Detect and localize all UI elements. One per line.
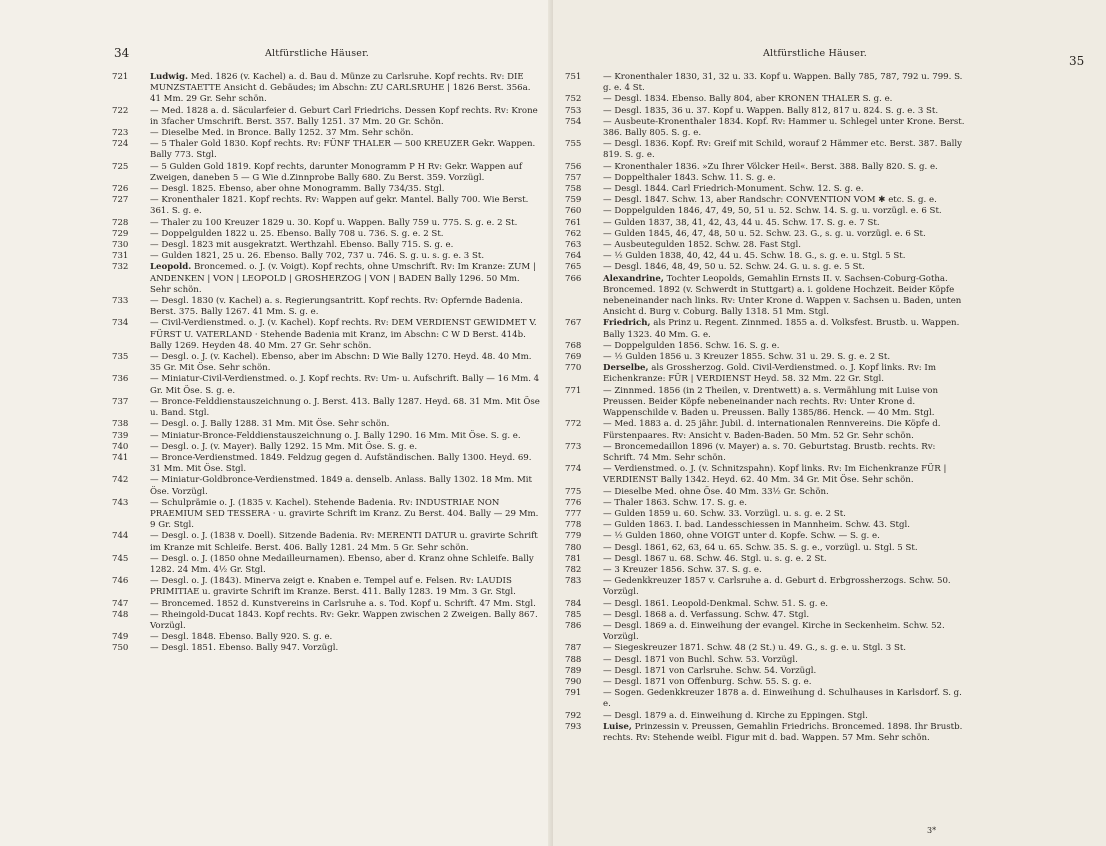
entry-text: — Broncemed. 1852 d. Kunstvereins in Carlsruhe a. s. Tod. Kopf u. Schrift. 47 Mm. Stgl. [150, 598, 536, 609]
entry-text: — Desgl. o. J. Bally 1288. 31 Mm. Mit Öse. Sehr schön. [150, 419, 390, 430]
entry-number: 791 [565, 688, 582, 699]
entry-text: — Gulden 1863. I. bad. Landesschiessen in Mannheim. Schw. 43. Stgl. [603, 520, 910, 531]
entry-number: 788 [565, 654, 582, 665]
entry-number: 780 [565, 542, 582, 553]
catalog-entry [565, 162, 965, 173]
entry-text: — Gulden 1845, 46, 47, 48, 50 u. 52. Schw. 23. G., s. g. u. vorzügl. e. 6 St. [603, 228, 926, 239]
catalog-entry [112, 139, 542, 161]
entry-text: — Desgl. 1834. Ebenso. Bally 804, aber KRONEN THALER S. g. e. [603, 94, 893, 105]
entry-text: — Doppelgulden 1822 u. 25. Ebenso. Bally 708 u. 736. S. g. e. 2 St. [150, 228, 444, 239]
entry-text: — Desgl. 1835, 36 u. 37. Kopf u. Wappen. Bally 812, 817 u. 824. S. g. e. 3 St. [603, 105, 939, 116]
entry-number: 772 [565, 419, 582, 430]
entry-number: 727 [112, 195, 129, 206]
catalog-entry [112, 352, 542, 374]
entry-number: 760 [565, 206, 582, 217]
catalog-entry [112, 162, 542, 184]
entry-number: 761 [565, 217, 582, 228]
entry-number: 765 [565, 262, 582, 273]
entry-text: — Desgl. 1861. Leopold-Denkmal. Schw. 51. S. g. e. [603, 598, 829, 609]
signature-mark: 3* [927, 826, 937, 835]
entry-text: — Dieselbe Med. in Bronce. Bally 1252. 37 Mm. Sehr schön. [150, 128, 414, 139]
entry-number: 771 [565, 385, 582, 396]
catalog-entry [565, 184, 965, 195]
entry-number: 782 [565, 564, 582, 575]
entry-number: 773 [565, 441, 582, 452]
entry-number: 776 [565, 497, 582, 508]
catalog-entry [112, 431, 542, 442]
catalog-entry [565, 487, 965, 498]
entry-number: 729 [112, 228, 129, 239]
entry-number: 733 [112, 296, 129, 307]
entry-number: 752 [565, 94, 582, 105]
catalog-entry [565, 139, 965, 161]
catalog-entry [565, 72, 965, 94]
entry-number: 721 [112, 72, 129, 82]
entry-heading: Alexandrine, [603, 273, 664, 284]
catalog-entry [565, 722, 965, 744]
entry-number: 723 [112, 128, 129, 139]
catalog-entry [565, 621, 965, 643]
catalog-entry [112, 554, 542, 576]
entry-text: — Desgl. 1847. Schw. 13, aber Randschr: CONVENTION VOM ✱ etc. S. g. e. [603, 195, 937, 206]
entry-text: Prinzessin v. Preussen, Gemahlin Friedrichs. Broncemed. 1898. Ihr Brustb. rechts. Rv: Stehende weibl. Figur mit d. bad. Wappen. 57 Mm. Sehr schön. [603, 721, 963, 743]
left-page-number: 34 [114, 46, 130, 60]
entry-text: — Doppelthaler 1843. Schw. 11. S. g. e. [603, 172, 776, 183]
catalog-entry [112, 599, 542, 610]
entry-text: — Desgl. 1846, 48, 49, 50 u. 52. Schw. 24. G. u. s. g. e. 5 St. [603, 262, 865, 273]
catalog-entry [565, 229, 965, 240]
catalog-entry [112, 498, 542, 532]
entry-text: — Desgl. 1867 u. 68. Schw. 46. Stgl. u. s. g. e. 2 St. [603, 553, 827, 564]
entry-number: 746 [112, 576, 129, 587]
catalog-entry [565, 251, 965, 262]
entry-number: 751 [565, 72, 582, 82]
entry-number: 793 [565, 721, 582, 732]
entry-heading: Luise, [603, 721, 632, 732]
entry-text: — Civil-Verdienstmed. o. J. (v. Kachel). Kopf rechts. Rv: DEM VERDIENST GEWIDMET V. FÜRST U. VATERLAND · Stehende Badenia mit Kranz, im Abschn: C W D Berst. 414b. Bally 1269. Heyden 48. 40 Mm. 27 Gr. Sehr schön. [150, 318, 537, 351]
entry-text: — Gulden 1859 u. 60. Schw. 33. Vorzügl. u. s. g. e. 2 St. [603, 508, 846, 519]
entry-text: — ½ Gulden 1838, 40, 42, 44 u. 45. Schw. 18. G., s. g. e. u. Stgl. 5 St. [603, 251, 906, 262]
catalog-entry [112, 296, 542, 318]
entry-number: 742 [112, 475, 129, 486]
entry-number: 777 [565, 508, 582, 519]
entry-text: — Desgl. o. J. (1850 ohne Medailleurnamen). Ebenso, aber d. Kranz ohne Schleife. Bally 1282. 24 Mm. 4½ Gr. Stgl. [150, 553, 534, 575]
catalog-entry [565, 554, 965, 565]
entry-number: 787 [565, 643, 582, 654]
entry-heading: Ludwig. [150, 72, 188, 82]
catalog-entry [565, 677, 965, 688]
entry-number: 730 [112, 240, 129, 251]
catalog-entry [112, 251, 542, 262]
entry-text: — 5 Thaler Gold 1830. Kopf rechts. Rv: FÜNF THALER — 500 KREUZER Gekr. Wappen. Bally 773. Stgl. [150, 139, 536, 161]
entry-number: 743 [112, 497, 129, 508]
entry-number: 740 [112, 441, 129, 452]
catalog-entry [112, 262, 542, 296]
catalog-entry [565, 520, 965, 531]
entry-text: — Sogen. Gedenkkreuzer 1878 a. d. Einweihung d. Schulhauses in Karlsdorf. S. g. e. [603, 688, 962, 710]
catalog-entry [112, 184, 542, 195]
entry-text: — Desgl. 1871 von Buchl. Schw. 53. Vorzügl. [603, 654, 798, 665]
catalog-entry [112, 374, 542, 396]
entry-heading: Leopold. [150, 262, 192, 273]
entry-number: 736 [112, 374, 129, 385]
entry-text: — Bronce-Felddienstauszeichnung o. J. Berst. 413. Bally 1287. Heyd. 68. 31 Mm. Mit Öse u. Band. Stgl. [150, 396, 540, 419]
entry-number: 758 [565, 184, 582, 195]
entry-text: — Doppelgulden 1856. Schw. 16. S. g. e. [603, 340, 780, 351]
entry-number: 764 [565, 251, 582, 262]
catalog-entry [565, 352, 965, 363]
entry-text: — Desgl. 1879 a. d. Einweihung d. Kirche zu Eppingen. Stgl. [603, 710, 868, 721]
entry-number: 741 [112, 452, 129, 463]
entry-number: 759 [565, 195, 582, 206]
entry-text: — Schulprämie o. J. (1835 v. Kachel). Stehende Badenia. Rv: INDUSTRIAE NON PRAEMIUM SED TESSERA · u. gravirte Schrift im Kranz. Zu Berst. 404. Bally — 29 Mm. 9 Gr. Stgl. [150, 497, 539, 531]
entry-text: — Rheingold-Ducat 1843. Kopf rechts. Rv: Gekr. Wappen zwischen 2 Zweigen. Bally 867. Vorzügl. [150, 609, 538, 631]
catalog-entry [565, 195, 965, 206]
entry-heading: Friedrich, [603, 318, 651, 329]
entry-number: 732 [112, 262, 129, 273]
entry-text: — Med. 1883 a. d. 25 jähr. Jubil. d. internationalen Rennvereins. Die Köpfe d. Fürstenpaares. Rv: Ansicht v. Baden-Baden. 50 Mm. 52 Gr. Sehr schön. [603, 419, 941, 441]
entry-text: — Desgl. 1848. Ebenso. Bally 920. S. g. e. [150, 632, 333, 643]
entry-number: 724 [112, 139, 129, 150]
left-entry-list [112, 72, 542, 655]
catalog-entry [565, 117, 965, 139]
entry-number: 786 [565, 620, 582, 631]
entry-text: — Thaler 1863. Schw. 17. S. g. e. [603, 497, 747, 508]
catalog-entry [112, 240, 542, 251]
entry-text: — Desgl. 1851. Ebenso. Bally 947. Vorzügl. [150, 643, 339, 654]
catalog-entry [565, 442, 965, 464]
catalog-entry [112, 643, 542, 654]
entry-text: — Kronenthaler 1821. Kopf rechts. Rv: Wappen auf gekr. Mantel. Bally 700. Wie Berst. 361. S. g. e. [150, 195, 529, 217]
entry-text: — ½ Gulden 1856 u. 3 Kreuzer 1855. Schw. 31 u. 29. S. g. e. 2 St. [603, 352, 891, 363]
entry-text: — Desgl. 1869 a. d. Einweihung der evangel. Kirche in Seckenheim. Schw. 52. Vorzügl. [603, 620, 945, 643]
entry-number: 749 [112, 632, 129, 643]
right-entry-list [565, 72, 965, 744]
catalog-entry [112, 610, 542, 632]
catalog-entry [565, 419, 965, 441]
catalog-entry [565, 206, 965, 217]
catalog-entry [112, 72, 542, 106]
entry-number: 775 [565, 486, 582, 497]
entry-number: 745 [112, 553, 129, 564]
catalog-entry [565, 509, 965, 520]
catalog-entry [565, 711, 965, 722]
entry-number: 725 [112, 161, 129, 172]
entry-text: — Desgl. 1868 a. d. Verfassung. Schw. 47. Stgl. [603, 609, 810, 620]
catalog-entry [565, 386, 965, 420]
entry-number: 768 [565, 340, 582, 351]
entry-text: — Verdienstmed. o. J. (v. Schnitzspahn). Kopf links. Rv: Im Eichenkranze FÜR | VERDIENST Bally 1342. Heyd. 62. 40 Mm. 34 Gr. Mit Öse. Sehr schön. [603, 464, 947, 486]
entry-number: 739 [112, 430, 129, 441]
entry-text: Med. 1826 (v. Kachel) a. d. Bau d. Münze zu Carlsruhe. Kopf rechts. Rv: DIE MUNZSTAETTE Ansicht d. Gebäudes; im Abschn: ZU CARLSRUHE | 1826 Berst. 356a. 41 Mm. 29 Gr. Sehr schön. [150, 72, 531, 105]
entry-text: — 3 Kreuzer 1856. Schw. 37. S. g. e. [603, 564, 762, 575]
entry-text: — Doppelgulden 1846, 47, 49, 50, 51 u. 52. Schw. 14. S. g. u. vorzügl. e. 6 St. [603, 206, 942, 217]
entry-text: — Ausbeutegulden 1852. Schw. 28. Fast Stgl. [603, 240, 801, 251]
entry-text: — Gulden 1837, 38, 41, 42, 43, 44 u. 45. Schw. 17. S. g. e. 7 St. [603, 217, 880, 228]
catalog-entry [565, 655, 965, 666]
catalog-entry [112, 218, 542, 229]
catalog-entry [112, 318, 542, 352]
catalog-entry [565, 363, 965, 385]
entry-number: 726 [112, 184, 129, 195]
entry-text: — Desgl. 1861, 62, 63, 64 u. 65. Schw. 35. S. g. e., vorzügl. u. Stgl. 5 St. [603, 542, 918, 553]
entry-text: — Thaler zu 100 Kreuzer 1829 u. 30. Kopf u. Wappen. Bally 759 u. 775. S. g. e. 2 St. [150, 217, 518, 228]
entry-text: — Zinnmed. 1856 (in 2 Theilen, v. Drentwett) a. s. Vermählung mit Luise von Preussen. Beider Köpfe nebeneinander nach rechts. Rv: Unter Krone d. Wappenschilde v. Baden u. Preussen. Bally 1385/86. Henck. — 40 Mm. Stgl. [603, 385, 939, 419]
catalog-entry [565, 666, 965, 677]
entry-number: 738 [112, 419, 129, 430]
entry-number: 778 [565, 520, 582, 531]
right-page-number: 35 [1069, 54, 1085, 68]
entry-text: als Prinz u. Regent. Zinnmed. 1855 a. d. Volksfest. Brustb. u. Wappen. Bally 1323. 40 Mm. G. e. [603, 318, 960, 340]
entry-text: — Miniatur-Bronce-Felddienstauszeichnung o. J. Bally 1290. 16 Mm. Mit Öse. S. g. e. [150, 430, 521, 441]
entry-text: — Bronce-Verdienstmed. 1849. Feldzug gegen d. Aufständischen. Bally 1300. Heyd. 69. 31 Mm. Mit Öse. Stgl. [150, 452, 532, 475]
entry-number: 785 [565, 609, 582, 620]
entry-text: — Desgl. 1871 von Offenburg. Schw. 55. S. g. e. [603, 676, 812, 687]
catalog-entry [112, 632, 542, 643]
catalog-entry [112, 475, 542, 497]
entry-text: — Desgl. o. J. (1838 v. Doell). Sitzende Badenia. Rv: MERENTI DATUR u. gravirte Schrift im Kranze mit Schleife. Berst. 406. Bally 1281. 24 Mm. 5 Gr. Sehr schön. [150, 531, 538, 553]
catalog-entry [112, 576, 542, 598]
entry-text: — Kronenthaler 1830, 31, 32 u. 33. Kopf u. Wappen. Bally 785, 787, 792 u. 799. S. g. e. 4 St. [603, 72, 963, 94]
entry-text: — Miniatur-Goldbronce-Verdienstmed. 1849 a. denselb. Anlass. Bally 1302. 18 Mm. Mit Öse. Vorzügl. [150, 475, 532, 497]
entry-text: — Broncemedaillon 1896 (v. Mayer) a. s. 70. Geburtstag. Brustb. rechts. Rv: Schrift. 74 Mm. Sehr schön. [603, 441, 936, 463]
entry-text: — Desgl. 1823 mit ausgekratzt. Werthzahl. Ebenso. Bally 715. S. g. e. [150, 240, 454, 251]
entry-number: 769 [565, 352, 582, 363]
right-running-title: Altfürstliche Häuser. [763, 48, 868, 59]
catalog-entry [565, 498, 965, 509]
entry-number: 744 [112, 531, 129, 542]
catalog-entry [112, 442, 542, 453]
entry-text: — Gulden 1821, 25 u. 26. Ebenso. Bally 702, 737 u. 746. S. g. u. s. g. e. 3 St. [150, 251, 485, 262]
entry-number: 766 [565, 273, 582, 284]
catalog-entry [565, 688, 965, 710]
catalog-entry [565, 94, 965, 105]
catalog-entry [112, 106, 542, 128]
catalog-entry [565, 543, 965, 554]
entry-number: 783 [565, 576, 582, 587]
catalog-entry [565, 106, 965, 117]
entry-number: 784 [565, 598, 582, 609]
entry-number: 748 [112, 609, 129, 620]
entry-number: 763 [565, 240, 582, 251]
entry-number: 770 [565, 363, 582, 374]
catalog-entry [565, 274, 965, 319]
entry-number: 792 [565, 710, 582, 721]
catalog-entry [565, 531, 965, 542]
entry-number: 728 [112, 217, 129, 228]
entry-number: 753 [565, 105, 582, 116]
entry-text: — Ausbeute-Kronenthaler 1834. Kopf. Rv: Hammer u. Schlegel unter Krone. Berst. 386. Bally 805. S. g. e. [603, 116, 965, 139]
catalog-entry [565, 218, 965, 229]
entry-text: — Gedenkkreuzer 1857 v. Carlsruhe a. d. Geburt d. Erbgrossherzogs. Schw. 50. Vorzügl. [603, 576, 951, 598]
left-running-title: Altfürstliche Häuser. [265, 48, 370, 59]
entry-number: 781 [565, 553, 582, 564]
entry-text: als Grossherzog. Gold. Civil-Verdienstmed. o. J. Kopf links. Rv: Im Eichenkranze: FÜR | VERDIENST Heyd. 58. 32 Mm. 22 Gr. Stgl. [603, 363, 936, 385]
entry-number: 756 [565, 161, 582, 172]
catalog-entry [565, 464, 965, 486]
entry-text: — Desgl. 1871 von Carlsruhe. Schw. 54. Vorzügl. [603, 665, 817, 676]
entry-number: 755 [565, 139, 582, 150]
entry-text: — Desgl. o. J. (1843). Minerva zeigt e. Knaben e. Tempel auf e. Felsen. Rv: LAUDIS PRIMITIAE u. gravirte Schrift im Kranze. Berst. 411. Bally 1283. 19 Mm. 3 Gr. Stgl. [150, 576, 516, 598]
entry-number: 774 [565, 464, 582, 475]
catalog-entry [112, 531, 542, 553]
catalog-entry [565, 576, 965, 598]
entry-number: 747 [112, 598, 129, 609]
entry-number: 757 [565, 172, 582, 183]
entry-number: 734 [112, 318, 129, 329]
catalog-entry [565, 318, 965, 340]
entry-number: 762 [565, 228, 582, 239]
catalog-entry [565, 643, 965, 654]
catalog-entry [112, 195, 542, 217]
catalog-entry [112, 419, 542, 430]
entry-text: — Med. 1828 a. d. Säcularfeier d. Geburt Carl Friedrichs. Dessen Kopf rechts. Rv: Krone in 3facher Umschrift. Berst. 357. Bally 1251. 37 Mm. 20 Gr. Schön. [150, 105, 538, 127]
entry-number: 731 [112, 251, 129, 262]
entry-text: — 5 Gulden Gold 1819. Kopf rechts, darunter Monogramm P H Rv: Gekr. Wappen auf Zweigen, daneben 5 — G Wie d.Zinnprobe Bally 680. Zu Berst. 359. Vorzügl. [150, 161, 523, 183]
entry-number: 789 [565, 665, 582, 676]
entry-text: — ½ Gulden 1860, ohne VOIGT unter d. Kopfe. Schw. — S. g. e. [603, 531, 880, 542]
entry-text: Tochter Leopolds, Gemahlin Ernsts II. v. Sachsen-Coburg-Gotha. Broncemed. 1892 (v. Schwerdt in Stuttgart) a. i. goldene Hochzeit. Beider Köpfe nebeneinander nach links. Rv: Unter Krone d. Wappen v. Sachsen u. Baden, unten Ansicht d. Burg v. Coburg. Bally 1318. 51 Mm. Stgl. [603, 273, 962, 318]
entry-text: — Dieselbe Med. ohne Öse. 40 Mm. 33½ Gr. Schön. [603, 486, 829, 497]
catalog-entry [112, 229, 542, 240]
entry-number: 722 [112, 105, 129, 116]
catalog-entry [112, 453, 542, 475]
catalog-entry [565, 610, 965, 621]
entry-number: 790 [565, 676, 582, 687]
catalog-entry [565, 173, 965, 184]
right-page [553, 0, 1106, 846]
entry-number: 737 [112, 396, 129, 407]
entry-number: 750 [112, 643, 129, 654]
entry-number: 767 [565, 318, 582, 329]
entry-text: — Desgl. 1825. Ebenso, aber ohne Monogramm. Bally 734/35. Stgl. [150, 184, 445, 195]
catalog-entry [565, 599, 965, 610]
entry-number: 735 [112, 352, 129, 363]
entry-text: — Siegeskreuzer 1871. Schw. 48 (2 St.) u. 49. G., s. g. e. u. Stgl. 3 St. [603, 643, 907, 654]
entry-text: — Desgl. o. J. (v. Mayer). Bally 1292. 15 Mm. Mit Öse. S. g. e. [150, 441, 418, 452]
entry-text: — Desgl. 1844. Carl Friedrich-Monument. Schw. 12. S. g. e. [603, 184, 864, 195]
entry-text: — Desgl. 1836. Kopf. Rv: Greif mit Schild, worauf 2 Hämmer etc. Berst. 387. Bally 819. S. g. e. [603, 139, 962, 161]
entry-number: 779 [565, 531, 582, 542]
entry-number: 754 [565, 116, 582, 127]
entry-text: — Desgl. 1830 (v. Kachel) a. s. Regierungsantritt. Kopf rechts. Rv: Opfernde Badenia. Berst. 375. Bally 1267. 41 Mm. S. g. e. [150, 296, 523, 318]
catalog-entry [565, 240, 965, 251]
catalog-entry [565, 341, 965, 352]
entry-text: — Kronenthaler 1836. »Zu Ihrer Völcker Heil«. Berst. 388. Bally 820. S. g. e. [603, 161, 938, 172]
entry-text: — Miniatur-Civil-Verdienstmed. o. J. Kopf rechts. Rv: Um- u. Aufschrift. Bally — 16 Mm. 4 Gr. Mit Öse. S. g. e. [150, 374, 540, 396]
catalog-entry [565, 565, 965, 576]
entry-text: Broncemed. o. J. (v. Voigt). Kopf rechts, ohne Umschrift. Rv: Im Kranze: ZUM | ANDENKEN | VON | LEOPOLD | GROSHERZOG | VON | BADEN Bally 1296. 50 Mm. Sehr schön. [150, 262, 536, 295]
catalog-entry [112, 397, 542, 419]
catalog-entry [112, 128, 542, 139]
entry-heading: Derselbe, [603, 363, 649, 374]
entry-text: — Desgl. o. J. (v. Kachel). Ebenso, aber im Abschn: D Wie Bally 1270. Heyd. 48. 40 Mm. 35 Gr. Mit Öse. Sehr schön. [150, 352, 532, 374]
catalog-entry [565, 262, 965, 273]
